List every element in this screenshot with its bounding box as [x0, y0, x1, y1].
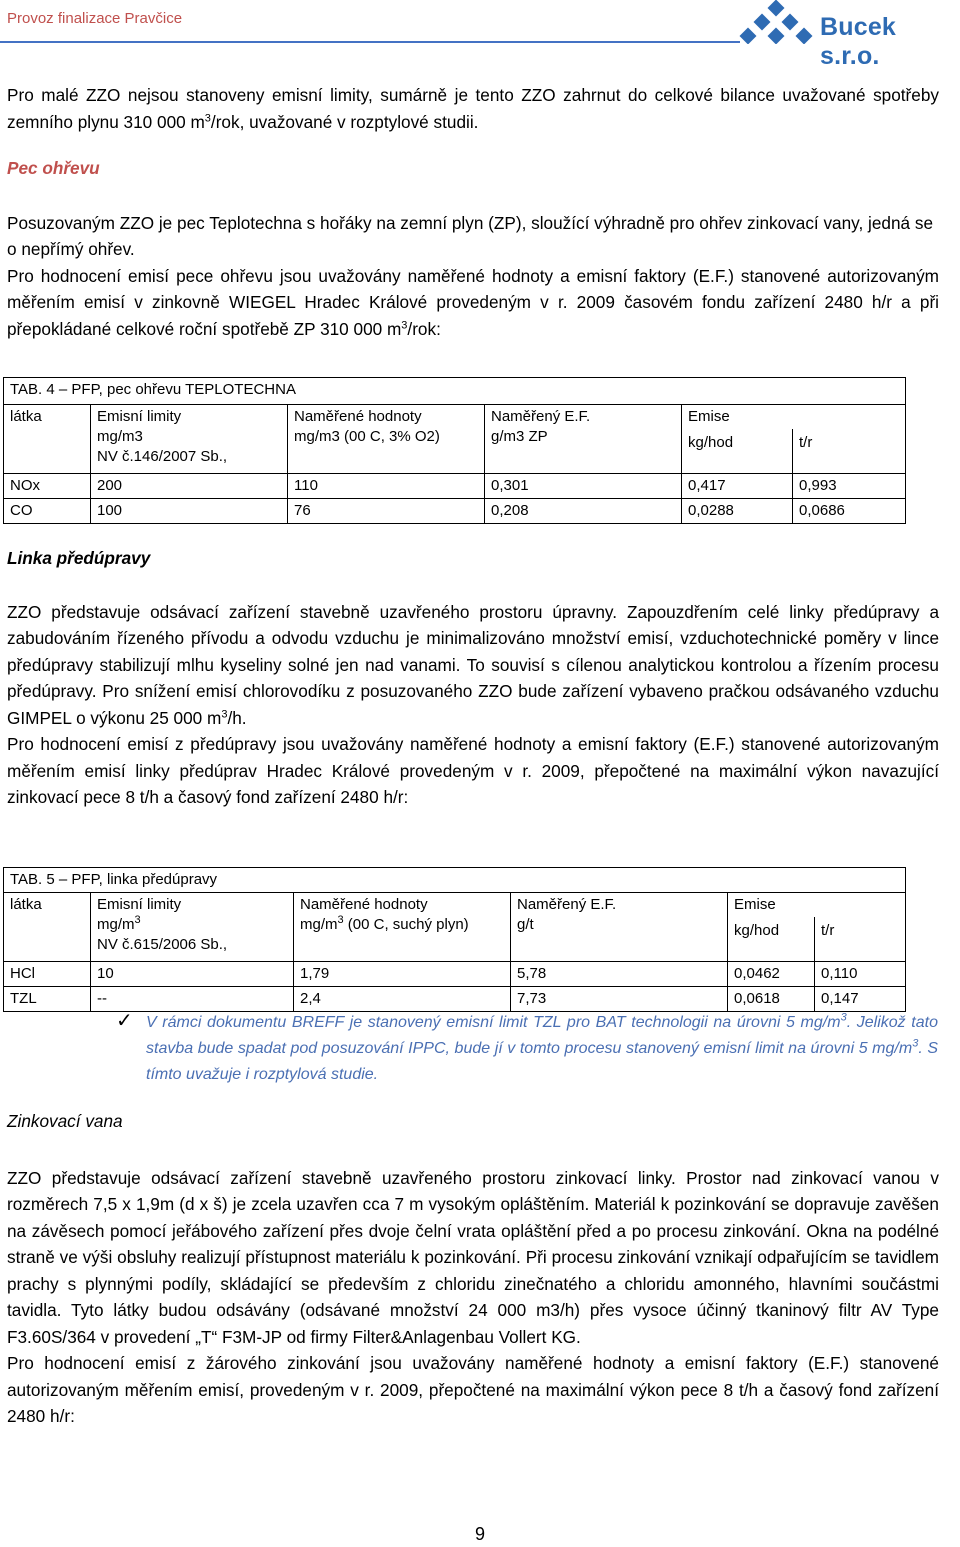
cell-ef: 5,78	[511, 962, 728, 987]
cell-substance: CO	[4, 499, 91, 524]
table-row	[4, 962, 906, 987]
header-latka: látka	[4, 893, 91, 962]
vana-paragraph-1: ZZO představuje odsávací zařízení stavebně uzavřeného prostoru zinkovací linky. Prostor nad zinkovací vanou v rozměrech 7,5 x 1,9m (d x š) je zcela uzavřen cca 7 m vysokým opláštěním. Materiál k pozinkování se dopravuje zavěšen na závěsech pomocí jeřábového zařízení přes dvoje čelní vrata opláštění před a po procesu zinkování. Okna na podélné straně ve výši obsluhy realizují přístupnost materiálu k pozinkování. Při procesu zinkování vznikají odpařujícím se tavidlem prachy s plynnými podíly, skládající se především z chloridu zinečnatého a chloridu amonného, hlavními součástmi tavidla. Tyto látky budou odsávány (odsávané množství 24 000 m3/h) přes vysoce účinný tkaninový filtr AV Type F3.60S/364 v provedení „T“ F3M-JP od firmy Filter&Anlagenbau Vollert KG.	[7, 1167, 939, 1347]
cell-ef: 7,73	[511, 987, 728, 1012]
table-caption-row	[4, 378, 906, 405]
table-caption: TAB. 4 – PFP, pec ohřevu TEPLOTECHNA	[4, 378, 906, 405]
header-ef: Naměřený E.F. g/t	[511, 893, 728, 962]
logo-emblem-icon	[738, 0, 818, 44]
header-tr: t/r	[815, 917, 906, 962]
table-caption: TAB. 5 – PFP, linka předúpravy	[4, 868, 906, 893]
pec-paragraph-1: Posuzovaným ZZO je pec Teplotechna s hořáky na zemní plyn (ZP), sloužící výhradně pro ohřev zinkovací vany, jedná se o nepřímý ohřev.	[7, 212, 934, 259]
cell-substance: NOx	[4, 474, 91, 499]
table-linka-predupravy	[3, 867, 906, 1012]
checkmark-icon: ✓	[116, 1010, 133, 1032]
cell-ef: 0,301	[485, 474, 682, 499]
section-linka	[7, 545, 939, 811]
company-logo	[738, 0, 960, 70]
heading-pec: Pec ohřevu	[7, 158, 100, 178]
table-pec-ohrevu	[3, 377, 906, 524]
logo-text: Bucek s.r.o.	[820, 13, 897, 70]
linka-paragraph-2: Pro hodnocení emisí z předúpravy jsou uvažovány naměřené hodnoty a emisní faktory (E.F.) stanovené autorizovaným měřením emisí linky předúprav Hradec Králové provedeným v r. 2009, přepočtené na maximální výkon navazující zinkovací pece 8 t/h a časový fond zařízení 2480 h/r:	[7, 734, 939, 807]
cell-kgh: 0,0618	[728, 987, 815, 1012]
pec-paragraph-2: Pro hodnocení emisí pece ohřevu jsou uvažovány naměřené hodnoty a emisní faktory (E.F.) stanovené autorizovaným měřením emisí v zinkovně WIEGEL Hradec Králové provedeným v r. 2009 časovém fondu zařízení 2480 h/r a při přepokládané celkové roční spotřebě ZP 310 000 $m^3$/rok:	[7, 265, 939, 339]
header-tr: t/r	[793, 429, 906, 474]
cell-limit: 10	[91, 962, 294, 987]
page-header	[0, 0, 960, 70]
header-rule	[0, 41, 740, 43]
cell-kgh: 0,417	[682, 474, 793, 499]
linka-paragraph-1: ZZO představuje odsávací zařízení stavebně uzavřeného prostoru úpravny. Zapouzdřením celé linky předúpravy a zabudováním řízeného přívodu a odvodu vzduchu je minimalizováno množství emisí, vzduchotechnické poměry v lince předúpravy stabilizují mlhu kyseliny solné jen nad vanami. To souvisí s cílenou analytickou kontrolou a řízením procesu předúpravy. Pro snížení emisí chlorovodíku z posuzovaného ZZO bude zařízení vybaveno pračkou odsávaného vzduchu GIMPEL o výkonu 25 000 $m^3/h$.	[7, 601, 939, 728]
table-row	[4, 987, 906, 1012]
header-namerene: Naměřené hodnoty mg/m3 (00 C, 3% O2)	[288, 405, 485, 474]
cell-measured: 1,79	[294, 962, 511, 987]
cell-ef: 0,208	[485, 499, 682, 524]
cell-substance: HCl	[4, 962, 91, 987]
cell-tr: 0,147	[815, 987, 906, 1012]
cell-limit: 200	[91, 474, 288, 499]
cell-tr: 0,993	[793, 474, 906, 499]
header-limit: Emisní limity $mg/m^3$ NV č.615/2006 Sb.,	[91, 893, 294, 962]
table-header-row	[4, 893, 906, 918]
header-emise: Emise	[682, 405, 906, 430]
header-ef: Naměřený E.F. g/m3 ZP	[485, 405, 682, 474]
table-row	[4, 499, 906, 524]
heading-vana: Zinkovací vana	[7, 1111, 123, 1131]
cell-measured: 2,4	[294, 987, 511, 1012]
section-vana	[7, 1108, 939, 1430]
cell-measured: 110	[288, 474, 485, 499]
table-row	[4, 474, 906, 499]
intro-paragraph: Pro malé ZZO nejsou stanoveny emisní limity, sumárně je tento ZZO zahrnut do celkové bilance uvažované spotřeby zemního plynu 310 000 $m^3$/rok, uvažované v rozptylové studii.	[7, 85, 939, 132]
cell-limit: 100	[91, 499, 288, 524]
cell-tr: 0,0686	[793, 499, 906, 524]
heading-linka: Linka předúpravy	[7, 548, 151, 568]
note-paragraph: V rámci dokumentu BREFF je stanovený emisní limit TZL pro BAT technologii na úrovni 5 $mg/m^3$. Jelikož tato stavba bude spadat pod posuzování IPPC, bude jí v tomto procesu stanovený emisní limit na úrovni 5 $mg/m^3$. S tímto uvažuje i rozptylová studie.	[146, 1011, 939, 1083]
table-caption-row	[4, 868, 906, 893]
header-kgh: kg/hod	[728, 917, 815, 962]
page-number: 9	[474, 1524, 485, 1544]
header-namerene: Naměřené hodnoty $mg/m^3$ (00 C, suchý plyn)	[294, 893, 511, 962]
vana-paragraph-2: Pro hodnocení emisí z žárového zinkování jsou uvažovány naměřené hodnoty a emisní faktory (E.F.) stanovené autorizovaným měřením emisí, provedeným v r. 2009, přepočtené na maximální výkon pece 8 t/h a časový fond zařízení 2480 h/r:	[7, 1353, 939, 1426]
table-header-row	[4, 405, 906, 430]
cell-measured: 76	[288, 499, 485, 524]
cell-limit: --	[91, 987, 294, 1012]
cell-substance: TZL	[4, 987, 91, 1012]
cell-kgh: 0,0288	[682, 499, 793, 524]
header-emise: Emise	[728, 893, 906, 918]
cell-tr: 0,110	[815, 962, 906, 987]
header-title: Provoz finalizace Pravčice	[7, 10, 183, 27]
header-limit: Emisní limity mg/m3 NV č.146/2007 Sb.,	[91, 405, 288, 474]
cell-kgh: 0,0462	[728, 962, 815, 987]
header-latka: látka	[4, 405, 91, 474]
section-intro	[7, 82, 939, 342]
header-kgh: kg/hod	[682, 429, 793, 474]
